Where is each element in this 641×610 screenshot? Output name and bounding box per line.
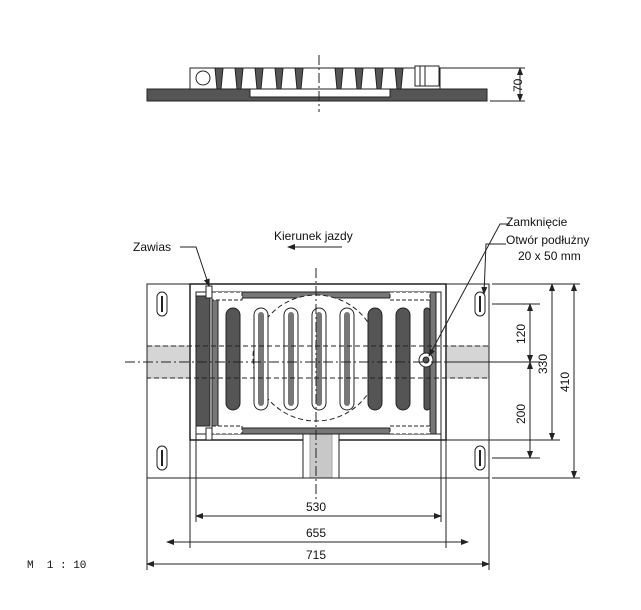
dim-frame-width: 655 xyxy=(306,526,327,540)
height-dimension: 70 xyxy=(511,78,525,92)
hinge-leader xyxy=(180,247,209,286)
dim-slot-top: 120 xyxy=(514,323,528,344)
dim-inner-width: 530 xyxy=(306,500,327,514)
dim-slot-bottom: 200 xyxy=(514,403,528,424)
lock-label: Zamknięcie xyxy=(506,215,568,229)
plan-view xyxy=(125,268,505,500)
slot-label: Otwór podłużny xyxy=(506,233,590,247)
dim-slot-span: 330 xyxy=(536,353,550,374)
dim-overall-width: 715 xyxy=(306,548,327,562)
dim-overall-depth: 410 xyxy=(558,371,572,392)
hinge-label: Zawias xyxy=(133,240,172,254)
side-elevation xyxy=(147,55,525,112)
scale-label: M 1 : 10 xyxy=(27,560,87,572)
slot-size-label: 20 x 50 mm xyxy=(518,249,581,263)
direction-label: Kierunek jazdy xyxy=(274,229,353,243)
